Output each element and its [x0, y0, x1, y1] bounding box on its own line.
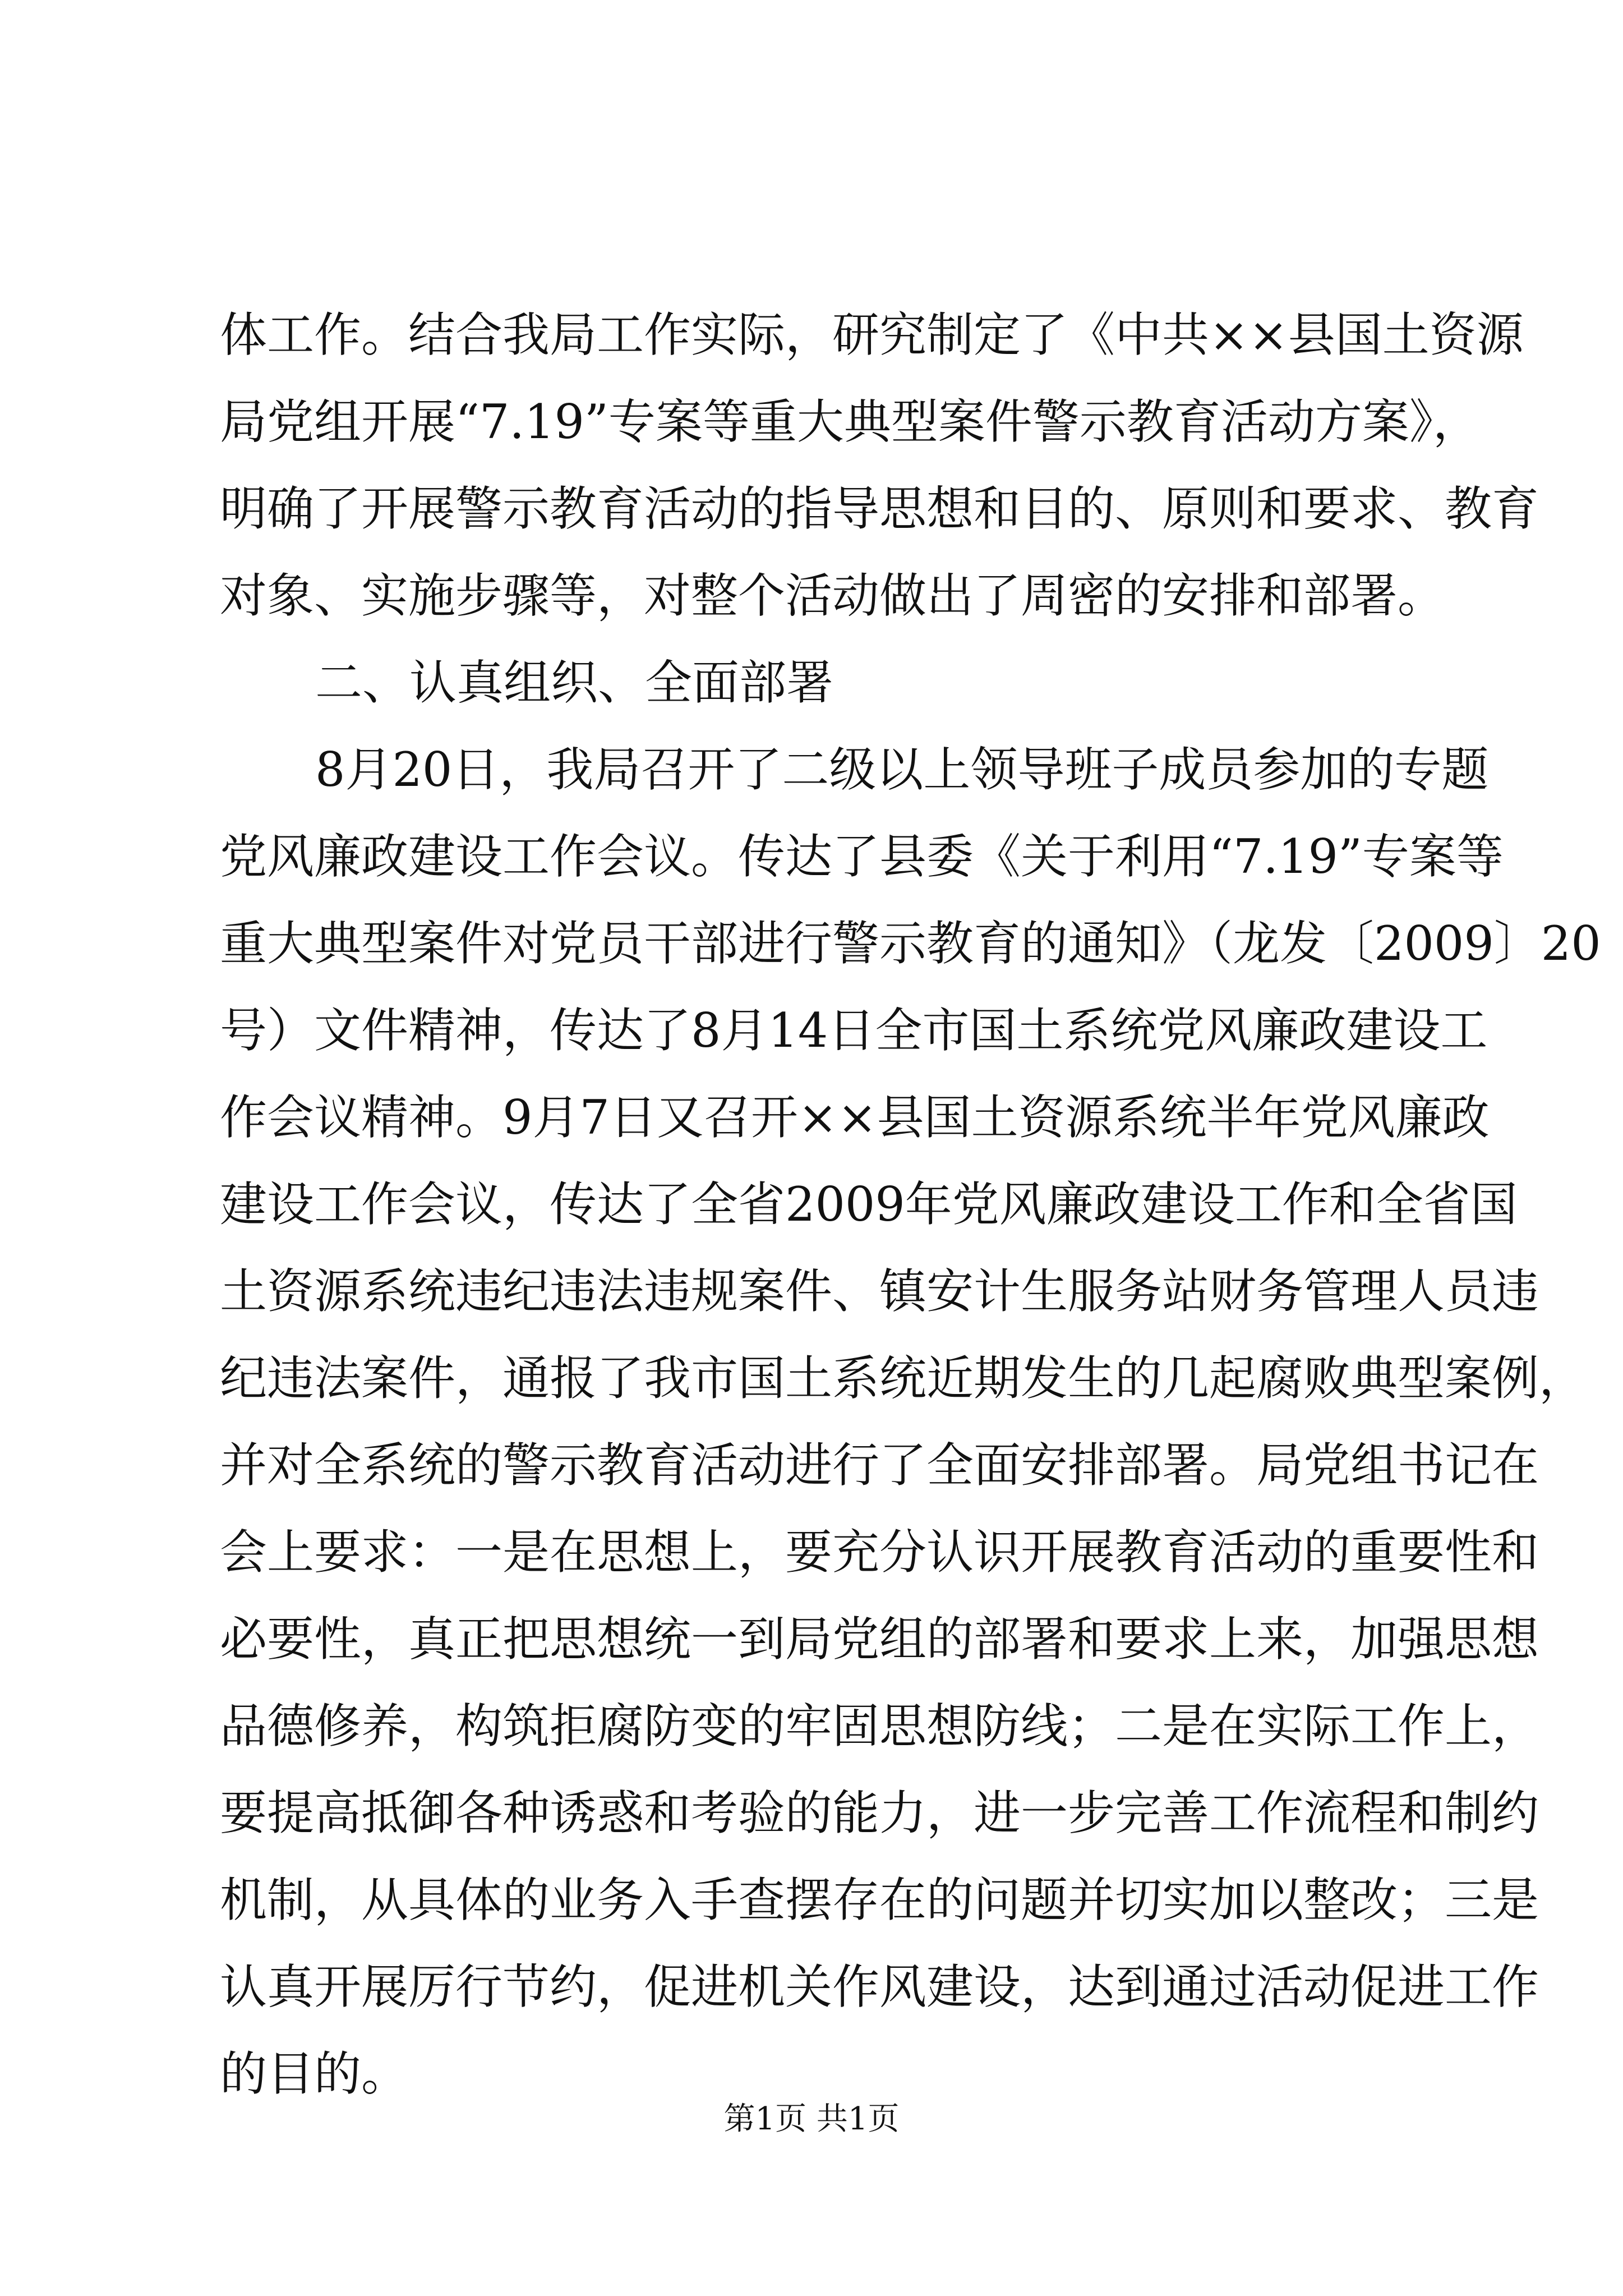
page-footer	[0, 2097, 1623, 2142]
text-line: 明确了开展警示教育活动的指导思想和目的、原则和要求、教育	[220, 481, 1539, 536]
text-line: 号）文件精神，传达了8月14日全市国土系统党风廉政建设工	[220, 1003, 1488, 1058]
text-line: 土资源系统违纪违法违规案件、镇安计生服务站财务管理人员违	[220, 1264, 1539, 1319]
text-line: 体工作。结合我局工作实际，研究制定了《中共××县国土资源	[220, 307, 1524, 362]
text-line: 品德修养，构筑拒腐防变的牢固思想防线；二是在实际工作上，	[220, 1699, 1539, 1754]
text-line: 会上要求：一是在思想上，要充分认识开展教育活动的重要性和	[220, 1525, 1539, 1580]
text-line: 对象、实施步骤等，对整个活动做出了周密的安排和部署。	[220, 568, 1445, 623]
section-heading: 二、认真组织、全面部署	[315, 655, 834, 710]
text-line: 的目的。	[220, 2046, 409, 2101]
text-line: 并对全系统的警示教育活动进行了全面安排部署。局党组书记在	[220, 1438, 1539, 1493]
body-text	[220, 292, 1601, 2118]
text-line: 党风廉政建设工作会议。传达了县委《关于利用“7.19”专案等	[220, 829, 1504, 884]
text-line: 建设工作会议，传达了全省2009年党风廉政建设工作和全省国	[220, 1177, 1518, 1232]
text-line: 纪违法案件，通报了我市国土系统近期发生的几起腐败典型案例，	[220, 1351, 1587, 1406]
text-line: 重大典型案件对党员干部进行警示教育的通知》（龙发〔2009〕20	[220, 916, 1601, 971]
text-line: 要提高抵御各种诱惑和考验的能力，进一步完善工作流程和制约	[220, 1786, 1539, 1841]
text-line: 局党组开展“7.19”专案等重大典型案件警示教育活动方案》，	[220, 394, 1480, 449]
text-line: 必要性，真正把思想统一到局党组的部署和要求上来，加强思想	[220, 1612, 1539, 1667]
text-line: 作会议精神。9月7日又召开××县国土资源系统半年党风廉政	[220, 1090, 1490, 1145]
text-line: 机制，从具体的业务入手查摆存在的问题并切实加以整改；三是	[220, 1872, 1539, 1927]
text-line: 8月20日，我局召开了二级以上领导班子成员参加的专题	[315, 742, 1489, 797]
page-number-label: 第1页 共1页	[723, 2101, 900, 2137]
text-line: 认真开展厉行节约，促进机关作风建设，达到通过活动促进工作	[220, 1959, 1539, 2014]
